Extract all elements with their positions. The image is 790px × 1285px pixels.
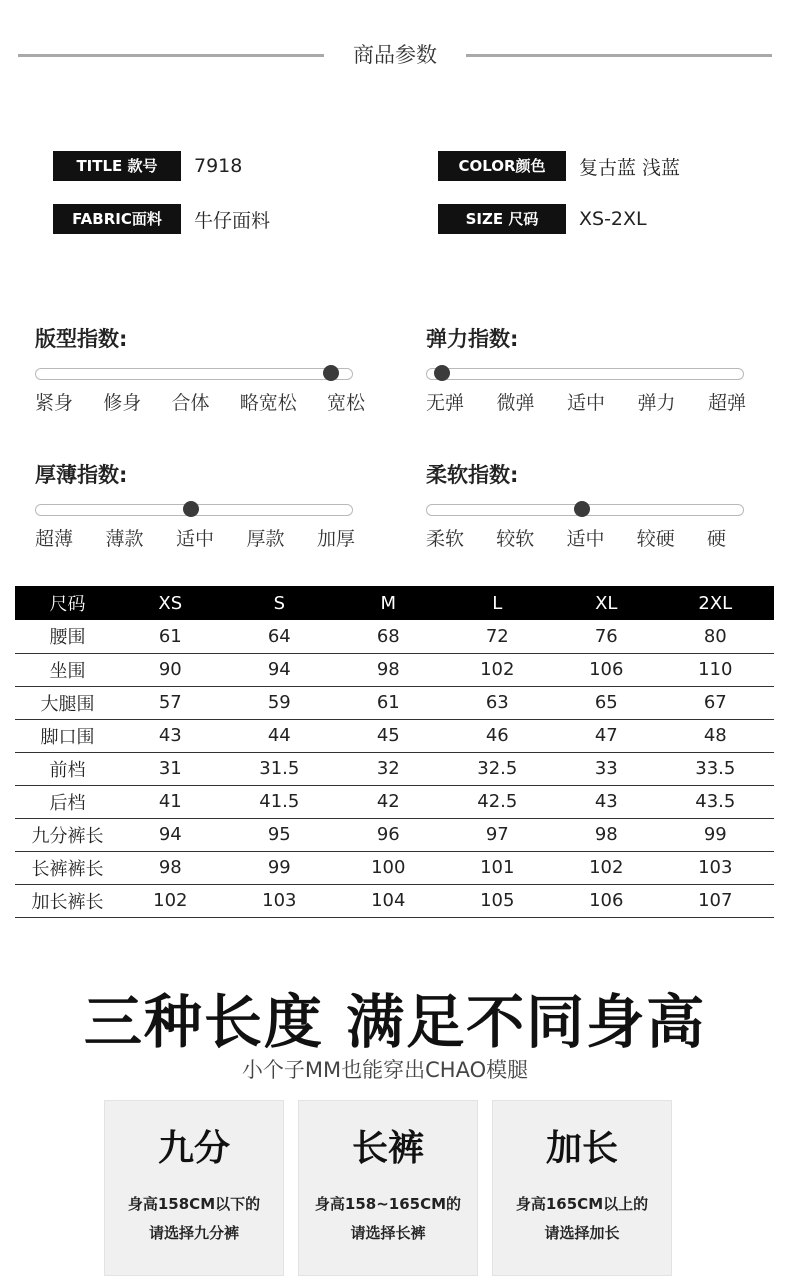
- table-cell: 103: [657, 851, 774, 884]
- card-title: 长裤: [351, 1128, 424, 1169]
- card-desc: 请选择九分裤: [148, 1224, 239, 1242]
- table-cell: 104: [338, 884, 439, 917]
- row-label-cell: 加长裤长: [15, 884, 120, 917]
- index-elasticity-knob: [434, 365, 450, 381]
- index-fit-option: 宽松: [326, 392, 365, 414]
- table-cell: 42: [338, 785, 439, 818]
- index-thickness-options: [35, 524, 355, 551]
- row-label-cell: 后档: [15, 785, 120, 818]
- param-fabric-value: 牛仔面料: [194, 209, 271, 232]
- table-cell: 99: [657, 818, 774, 851]
- row-label-cell: 前档: [15, 752, 120, 785]
- table-cell: 31: [120, 752, 221, 785]
- index-thickness-label: 厚薄指数:: [35, 463, 128, 487]
- index-softness: [426, 460, 746, 550]
- table-cell: 32: [338, 752, 439, 785]
- row-label-cell: 大腿围: [15, 686, 120, 719]
- table-cell: 102: [556, 851, 657, 884]
- index-softness-option: 较软: [496, 528, 535, 550]
- param-title-value: 7918: [194, 155, 243, 177]
- index-thickness-option: 厚款: [246, 528, 285, 550]
- table-cell: 68: [338, 620, 439, 653]
- headline: 三种长度 满足不同身高: [83, 988, 707, 1056]
- index-elasticity-label: 弹力指数:: [426, 327, 519, 351]
- index-fit-option: 紧身: [35, 392, 74, 414]
- index-elasticity-option: 微弹: [496, 392, 535, 414]
- row-label-cell: 坐围: [15, 653, 120, 686]
- param-color-label: COLOR颜色: [438, 151, 566, 181]
- length-card-long: [492, 1100, 672, 1276]
- table-row: [15, 851, 774, 884]
- table-cell: 103: [221, 884, 338, 917]
- header-cell: XL: [556, 586, 657, 620]
- table-cell: 43.5: [657, 785, 774, 818]
- index-fit-options: [35, 388, 365, 415]
- header-cell: 2XL: [657, 586, 774, 620]
- table-cell: 41: [120, 785, 221, 818]
- index-elasticity-option: 无弹: [426, 392, 465, 414]
- table-cell: 32.5: [439, 752, 556, 785]
- table-cell: 44: [221, 719, 338, 752]
- param-size-label: SIZE 尺码: [438, 204, 566, 234]
- header-cell: XS: [120, 586, 221, 620]
- length-card-regular: [298, 1100, 478, 1276]
- table-cell: 97: [439, 818, 556, 851]
- table-cell: 90: [120, 653, 221, 686]
- table-cell: 57: [120, 686, 221, 719]
- row-label-cell: 长裤裤长: [15, 851, 120, 884]
- length-card-cropped: [104, 1100, 284, 1276]
- table-cell: 31.5: [221, 752, 338, 785]
- table-cell: 43: [556, 785, 657, 818]
- index-elasticity-option: 超弹: [707, 392, 746, 414]
- index-thickness-knob: [183, 501, 199, 517]
- index-elasticity-options: [426, 388, 746, 415]
- param-title: [53, 151, 242, 181]
- table-cell: 94: [221, 653, 338, 686]
- index-softness-label: 柔软指数:: [426, 463, 519, 487]
- param-fabric-label: FABRIC面料: [53, 204, 181, 234]
- table-cell: 64: [221, 620, 338, 653]
- index-elasticity-option: 适中: [566, 392, 605, 414]
- table-cell: 101: [439, 851, 556, 884]
- index-fit-track: [35, 368, 353, 380]
- table-cell: 100: [338, 851, 439, 884]
- table-cell: 63: [439, 686, 556, 719]
- subline: 小个子MM也能穿出CHAO模腿: [241, 1058, 529, 1082]
- size-table: [15, 586, 774, 918]
- param-size: [438, 204, 647, 234]
- table-cell: 59: [221, 686, 338, 719]
- table-cell: 95: [221, 818, 338, 851]
- index-softness-option: 较硬: [636, 528, 675, 550]
- table-cell: 33: [556, 752, 657, 785]
- header-cell: S: [221, 586, 338, 620]
- table-cell: 106: [556, 653, 657, 686]
- row-label-cell: 脚口围: [15, 719, 120, 752]
- card-title: 九分: [157, 1128, 230, 1169]
- index-softness-option: 适中: [566, 528, 605, 550]
- table-row: [15, 620, 774, 653]
- divider-right: [466, 54, 772, 57]
- index-fit-option: 修身: [103, 392, 142, 414]
- section-header: [18, 40, 772, 70]
- table-cell: 42.5: [439, 785, 556, 818]
- param-color: [438, 151, 680, 181]
- card-title: 加长: [545, 1128, 618, 1169]
- table-cell: 33.5: [657, 752, 774, 785]
- table-cell: 105: [439, 884, 556, 917]
- index-softness-option: 硬: [706, 528, 726, 550]
- table-cell: 98: [338, 653, 439, 686]
- card-desc: 身高165CM以上的: [515, 1195, 649, 1213]
- index-elasticity-option: 弹力: [637, 392, 676, 414]
- table-row: [15, 686, 774, 719]
- table-cell: 94: [120, 818, 221, 851]
- row-label-cell: 九分裤长: [15, 818, 120, 851]
- table-cell: 102: [439, 653, 556, 686]
- table-cell: 67: [657, 686, 774, 719]
- index-fit-option: 略宽松: [239, 392, 297, 414]
- table-cell: 110: [657, 653, 774, 686]
- table-cell: 96: [338, 818, 439, 851]
- size-table-header: [15, 586, 774, 620]
- table-row: [15, 719, 774, 752]
- table-row: [15, 785, 774, 818]
- table-row: [15, 752, 774, 785]
- table-cell: 80: [657, 620, 774, 653]
- index-thickness-option: 适中: [175, 528, 214, 550]
- table-cell: 48: [657, 719, 774, 752]
- table-cell: 72: [439, 620, 556, 653]
- table-cell: 41.5: [221, 785, 338, 818]
- index-thickness-option: 超薄: [35, 528, 74, 550]
- table-cell: 45: [338, 719, 439, 752]
- index-thickness-option: 薄款: [105, 528, 144, 550]
- param-title-label: TITLE 款号: [53, 151, 181, 181]
- table-cell: 46: [439, 719, 556, 752]
- param-size-value: XS-2XL: [579, 208, 647, 230]
- header-cell: 尺码: [15, 586, 120, 620]
- param-color-value: 复古蓝 浅蓝: [579, 156, 681, 179]
- card-desc: 请选择加长: [544, 1224, 620, 1242]
- index-thickness-option: 加厚: [316, 528, 355, 550]
- index-softness-options: [426, 524, 726, 551]
- row-label-cell: 腰围: [15, 620, 120, 653]
- index-softness-option: 柔软: [426, 528, 465, 550]
- index-fit-label: 版型指数:: [35, 327, 128, 351]
- table-cell: 98: [120, 851, 221, 884]
- table-cell: 47: [556, 719, 657, 752]
- card-desc: 身高158CM以下的: [127, 1195, 261, 1213]
- table-cell: 107: [657, 884, 774, 917]
- table-cell: 99: [221, 851, 338, 884]
- index-elasticity: [426, 324, 746, 414]
- header-cell: M: [338, 586, 439, 620]
- index-fit-option: 合体: [171, 392, 210, 414]
- param-fabric: [53, 204, 270, 234]
- index-elasticity-track: [426, 368, 744, 380]
- table-row: [15, 884, 774, 917]
- index-fit-knob: [323, 365, 339, 381]
- table-cell: 98: [556, 818, 657, 851]
- table-cell: 106: [556, 884, 657, 917]
- index-fit: [35, 324, 365, 414]
- index-softness-knob: [574, 501, 590, 517]
- table-cell: 61: [120, 620, 221, 653]
- table-cell: 102: [120, 884, 221, 917]
- table-cell: 43: [120, 719, 221, 752]
- index-thickness: [35, 460, 355, 550]
- card-desc: 身高158~165CM的: [314, 1195, 462, 1213]
- card-desc: 请选择长裤: [350, 1224, 426, 1242]
- table-cell: 76: [556, 620, 657, 653]
- table-cell: 65: [556, 686, 657, 719]
- table-cell: 61: [338, 686, 439, 719]
- table-row: [15, 818, 774, 851]
- table-row: [15, 653, 774, 686]
- section-title: 商品参数: [353, 43, 437, 67]
- header-cell: L: [439, 586, 556, 620]
